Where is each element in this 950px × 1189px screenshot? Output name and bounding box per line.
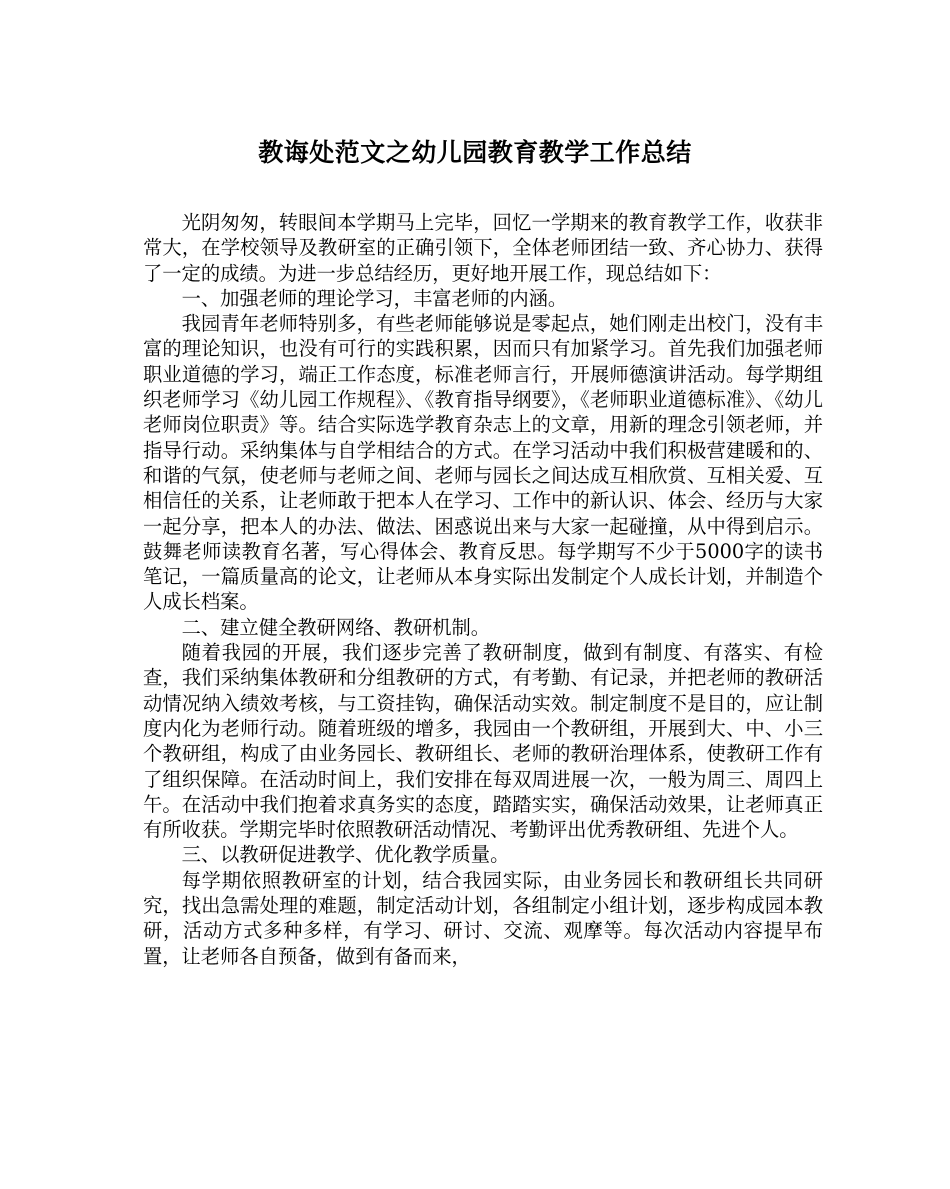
paragraph-section-2: 随着我园的开展，我们逐步完善了教研制度，做到有制度、有落实、有检查，我们采纳集体教研和分组教研的方式，有考勤、有记录，并把老师的教研活动情况纳入绩效考核，与工资挂钩，确保活动实效。制定制度不是目的，应让制度内化为老师行动。随着班级的增多，我园由一个教研组，开展到大、中、小三个教研组，构成了由业务园长、教研组长、老师的教研治理体系，使教研工作有了组织保障。在活动时间上，我们安排在每双周进展一次，一般为周三、周四上午。在活动中我们抱着求真务实的态度，踏踏实实，确保活动效果，让老师真正有所收获。学期完毕时依照教研活动情况、考勤评出优秀教研组、先进个人。 [143,641,823,842]
paragraph-section-3: 每学期依照教研室的计划，结合我园实际，由业务园长和教研组长共同研究，找出急需处理的难题，制定活动计划，各组制定小组计划，逐步构成园本教研，活动方式多种多样，有学习、研讨、交流、观摩等。每次活动内容提早布置，让老师各自预备，做到有备而来， [143,868,823,968]
document-body [143,210,823,969]
section-heading-1: 一、加强老师的理论学习，丰富老师的内涵。 [181,286,568,310]
document-title: 教诲处范文之幼儿园教育教学工作总结 [258,138,692,167]
section-heading-3: 三、以教研促进教学、优化教学质量。 [181,843,510,867]
paragraph-section-1: 我园青年老师特别多，有些老师能够说是零起点，她们刚走出校门，没有丰富的理论知识，也没有可行的实践积累，因而只有加紧学习。首先我们加强老师职业道德的学习，端正工作态度，标准老师言行，开展师德演讲活动。每学期组织老师学习《幼儿园工作规程》、《教育指导纲要》，《老师职业道德标准》、《幼儿老师岗位职责》等。结合实际选学教育杂志上的文章，用新的理念引领老师，并指导行动。采纳集体与自学相结合的方式。在学习活动中我们积极营建暖和的、和谐的气氛，使老师与老师之间、老师与园长之间达成互相欣赏、互相关爱、互相信任的关系，让老师敢于把本人在学习、工作中的新认识、体会、经历与大家一起分享，把本人的办法、做法、困惑说出来与大家一起碰撞，从中得到启示。鼓舞老师读教育名著，写心得体会、教育反思。每学期写不少于5000字的读书笔记，一篇质量高的论文，让老师从本身实际出发制定个人成长计划，并制造个人成长档案。 [143,312,823,614]
paragraph-intro: 光阴匆匆，转眼间本学期马上完毕，回忆一学期来的教育教学工作，收获非常大，在学校领导及教研室的正确引领下，全体老师团结一致、齐心协力、获得了一定的成绩。为进一步总结经历，更好地开展工作，现总结如下： [143,211,823,285]
section-heading-2: 二、建立健全教研网络、教研机制。 [181,615,491,639]
